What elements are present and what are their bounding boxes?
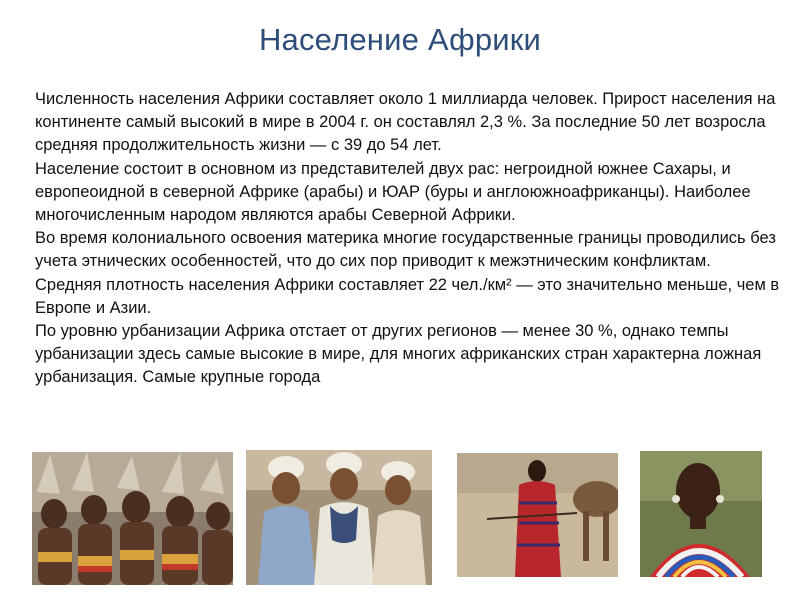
men-in-turbans-photo xyxy=(246,450,432,585)
maasai-man-photo xyxy=(457,453,618,577)
paragraph-races: Население состоит в основном из представителей двух рас: негроидной южнее Сахары, и европеоидной в северной Африке (арабы) и ЮАР (буры и англоюжноафриканцы). Наиболее многочисленным народом являются арабы Северной Африки. xyxy=(35,159,751,225)
maasai-woman-photo xyxy=(640,451,762,577)
paragraph-urbanization: По уровню урбанизации Африка отстает от других регионов — менее 30 %, однако темпы урбанизации здесь самые высокие в мире, для многих африканских стран характерна ложная урбанизация. Самые крупные города xyxy=(35,322,762,387)
paragraph-colonial-borders: Во время колониального освоения материка многие государственные границы проводились без учета этнических особенностей, что до сих пор приводит к межэтническим конфликтам. Средняя плотность населения Африки составляет 22 чел./км² — это значительно меньше, чем в Европе и Азии. xyxy=(35,229,780,317)
paragraph-population: Численность населения Африки составляет около 1 миллиарда человек. Прирост населения на континенте самый высокий в мире в 2004 г. он составлял 2,3 %. За последние 50 лет возросла средняя продолжительность жизни — с 39 до 54 лет. xyxy=(35,90,776,155)
group-portrait-photo xyxy=(32,452,233,585)
slide-title: Население Африки xyxy=(258,22,542,57)
